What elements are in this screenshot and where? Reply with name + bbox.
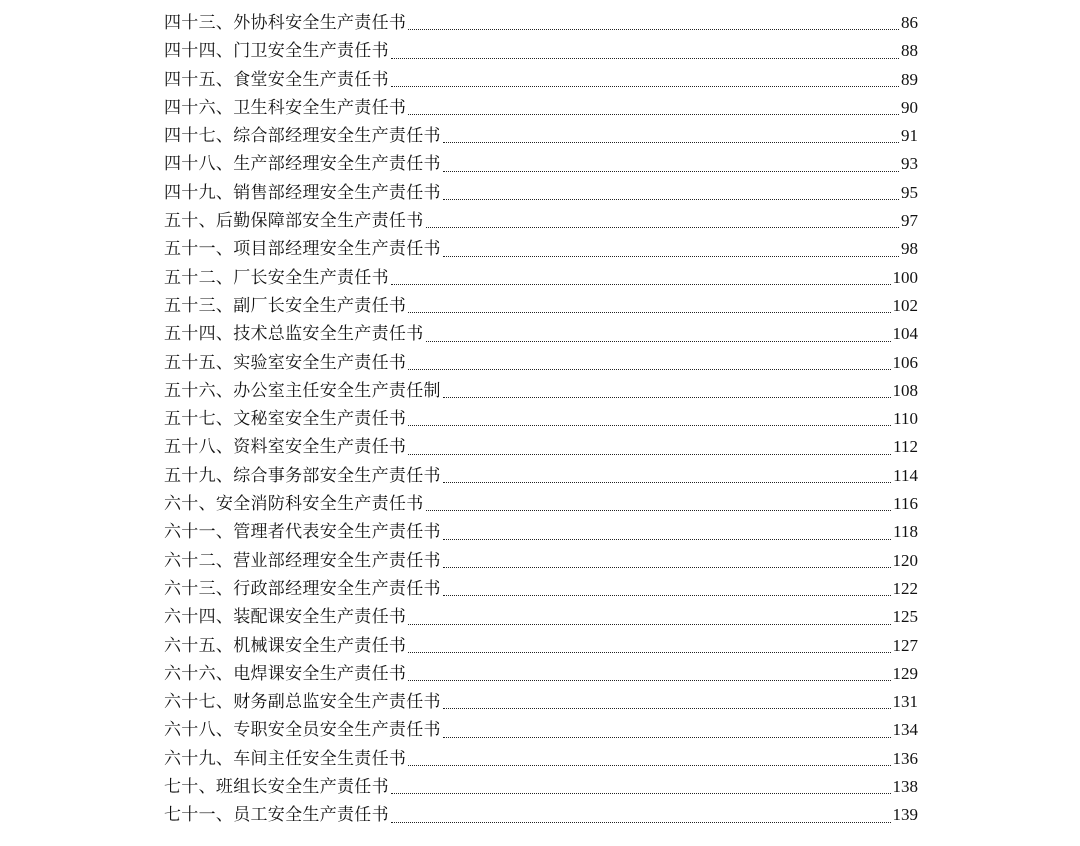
table-of-contents <box>164 9 918 830</box>
toc-entry-page-number: 91 <box>901 126 918 146</box>
toc-entry-page-number: 116 <box>893 494 918 514</box>
dot-leader <box>391 283 891 285</box>
toc-entry[interactable] <box>164 292 918 320</box>
dot-leader <box>443 538 891 540</box>
toc-entry[interactable] <box>164 66 918 94</box>
toc-entry[interactable] <box>164 207 918 235</box>
toc-entry[interactable] <box>164 660 918 688</box>
toc-entry[interactable] <box>164 320 918 348</box>
toc-entry-page-number: 88 <box>901 41 918 61</box>
toc-entry[interactable] <box>164 94 918 122</box>
toc-entry-title: 六十六、电焊课安全生产责任书 <box>164 663 407 684</box>
toc-entry-title: 七十、班组长安全生产责任书 <box>164 777 389 798</box>
toc-entry-title: 五十一、项目部经理安全生产责任书 <box>164 239 441 260</box>
dot-leader <box>408 368 890 370</box>
toc-entry[interactable] <box>164 122 918 150</box>
toc-entry-page-number: 106 <box>892 352 918 372</box>
toc-entry-title: 六十一、管理者代表安全生产责任书 <box>164 522 441 543</box>
toc-entry-title: 六十五、机械课安全生产责任书 <box>164 635 407 656</box>
dot-leader <box>408 424 891 426</box>
dot-leader <box>408 679 890 681</box>
toc-entry-page-number: 98 <box>901 239 918 259</box>
toc-entry-page-number: 131 <box>892 692 918 712</box>
dot-leader <box>443 396 891 398</box>
toc-entry-page-number: 120 <box>892 550 918 570</box>
dot-leader <box>408 651 890 653</box>
toc-entry[interactable] <box>164 490 918 518</box>
toc-entry-title: 六十八、专职安全员安全生产责任书 <box>164 720 441 741</box>
toc-entry[interactable] <box>164 235 918 263</box>
toc-entry[interactable] <box>164 773 918 801</box>
toc-entry-title: 四十五、食堂安全生产责任书 <box>164 69 389 90</box>
toc-entry-title: 六十四、装配课安全生产责任书 <box>164 607 407 628</box>
toc-entry[interactable] <box>164 518 918 546</box>
dot-leader <box>408 453 891 455</box>
toc-entry-page-number: 112 <box>893 437 918 457</box>
toc-entry-page-number: 104 <box>892 324 918 344</box>
dot-leader <box>426 509 892 511</box>
toc-entry[interactable] <box>164 377 918 405</box>
toc-entry-title: 四十七、综合部经理安全生产责任书 <box>164 126 441 147</box>
toc-entry-title: 五十七、文秘室安全生产责任书 <box>164 409 407 430</box>
toc-entry-page-number: 129 <box>892 663 918 683</box>
toc-entry-page-number: 97 <box>901 211 918 231</box>
toc-entry-title: 五十六、办公室主任安全生产责任制 <box>164 380 441 401</box>
toc-entry[interactable] <box>164 405 918 433</box>
toc-entry-title: 五十九、综合事务部安全生产责任书 <box>164 465 441 486</box>
dot-leader <box>408 311 890 313</box>
toc-entry-page-number: 86 <box>901 13 918 32</box>
dot-leader <box>391 821 891 823</box>
dot-leader <box>391 85 899 87</box>
toc-entry[interactable] <box>164 9 918 37</box>
toc-entry-title: 五十五、实验室安全生产责任书 <box>164 352 407 373</box>
toc-entry[interactable] <box>164 716 918 744</box>
toc-entry-page-number: 134 <box>892 720 918 740</box>
dot-leader <box>443 198 899 200</box>
toc-entry-page-number: 138 <box>892 777 918 797</box>
dot-leader <box>426 340 891 342</box>
toc-entry-page-number: 125 <box>892 607 918 627</box>
toc-entry-page-number: 136 <box>892 748 918 768</box>
toc-entry[interactable] <box>164 37 918 65</box>
toc-entry-page-number: 122 <box>892 578 918 598</box>
dot-leader <box>408 113 899 115</box>
toc-entry[interactable] <box>164 433 918 461</box>
toc-entry[interactable] <box>164 547 918 575</box>
toc-entry-page-number: 118 <box>893 522 918 542</box>
toc-entry-title: 四十九、销售部经理安全生产责任书 <box>164 182 441 203</box>
toc-entry[interactable] <box>164 264 918 292</box>
toc-entry-page-number: 95 <box>901 182 918 202</box>
toc-entry[interactable] <box>164 745 918 773</box>
dot-leader <box>443 566 891 568</box>
dot-leader <box>443 170 899 172</box>
toc-entry[interactable] <box>164 603 918 631</box>
toc-entry-title: 四十六、卫生科安全生产责任书 <box>164 97 407 118</box>
toc-entry-page-number: 110 <box>893 409 918 429</box>
toc-entry-title: 六十七、财务副总监安全生产责任书 <box>164 692 441 713</box>
toc-entry-title: 七十一、员工安全生产责任书 <box>164 805 389 826</box>
dot-leader <box>443 707 891 709</box>
toc-entry[interactable] <box>164 632 918 660</box>
toc-entry-title: 五十三、副厂长安全生产责任书 <box>164 295 407 316</box>
toc-entry-title: 四十四、门卫安全生产责任书 <box>164 41 389 62</box>
toc-entry-title: 六十九、车间主任安全生责任书 <box>164 748 407 769</box>
toc-entry-page-number: 108 <box>892 380 918 400</box>
dot-leader <box>391 57 899 59</box>
toc-entry[interactable] <box>164 150 918 178</box>
dot-leader <box>408 623 890 625</box>
toc-entry-title: 五十四、技术总监安全生产责任书 <box>164 324 424 345</box>
dot-leader <box>426 226 900 228</box>
toc-entry-page-number: 90 <box>901 97 918 117</box>
dot-leader <box>408 28 899 30</box>
toc-entry-page-number: 89 <box>901 69 918 89</box>
toc-entry-page-number: 93 <box>901 154 918 174</box>
toc-entry-title: 五十二、厂长安全生产责任书 <box>164 267 389 288</box>
toc-entry-page-number: 114 <box>893 465 918 485</box>
toc-entry[interactable] <box>164 462 918 490</box>
toc-entry[interactable] <box>164 688 918 716</box>
toc-entry-page-number: 102 <box>892 295 918 315</box>
dot-leader <box>408 764 890 766</box>
toc-entry-page-number: 139 <box>892 805 918 825</box>
toc-entry-title: 六十二、营业部经理安全生产责任书 <box>164 550 441 571</box>
toc-entry-page-number: 100 <box>892 267 918 287</box>
toc-entry-title: 五十、后勤保障部安全生产责任书 <box>164 211 424 232</box>
dot-leader <box>443 736 891 738</box>
toc-entry-title: 五十八、资料室安全生产责任书 <box>164 437 407 458</box>
toc-entry-title: 四十八、生产部经理安全生产责任书 <box>164 154 441 175</box>
toc-entry-title: 六十、安全消防科安全生产责任书 <box>164 494 424 515</box>
toc-entry-title: 四十三、外协科安全生产责任书 <box>164 13 407 33</box>
toc-entry[interactable] <box>164 801 918 829</box>
dot-leader <box>443 141 899 143</box>
toc-entry[interactable] <box>164 575 918 603</box>
dot-leader <box>443 594 891 596</box>
dot-leader <box>443 255 899 257</box>
dot-leader <box>443 481 891 483</box>
toc-entry-page-number: 127 <box>892 635 918 655</box>
toc-entry-title: 六十三、行政部经理安全生产责任书 <box>164 578 441 599</box>
toc-entry[interactable] <box>164 179 918 207</box>
toc-entry[interactable] <box>164 349 918 377</box>
dot-leader <box>391 792 891 794</box>
